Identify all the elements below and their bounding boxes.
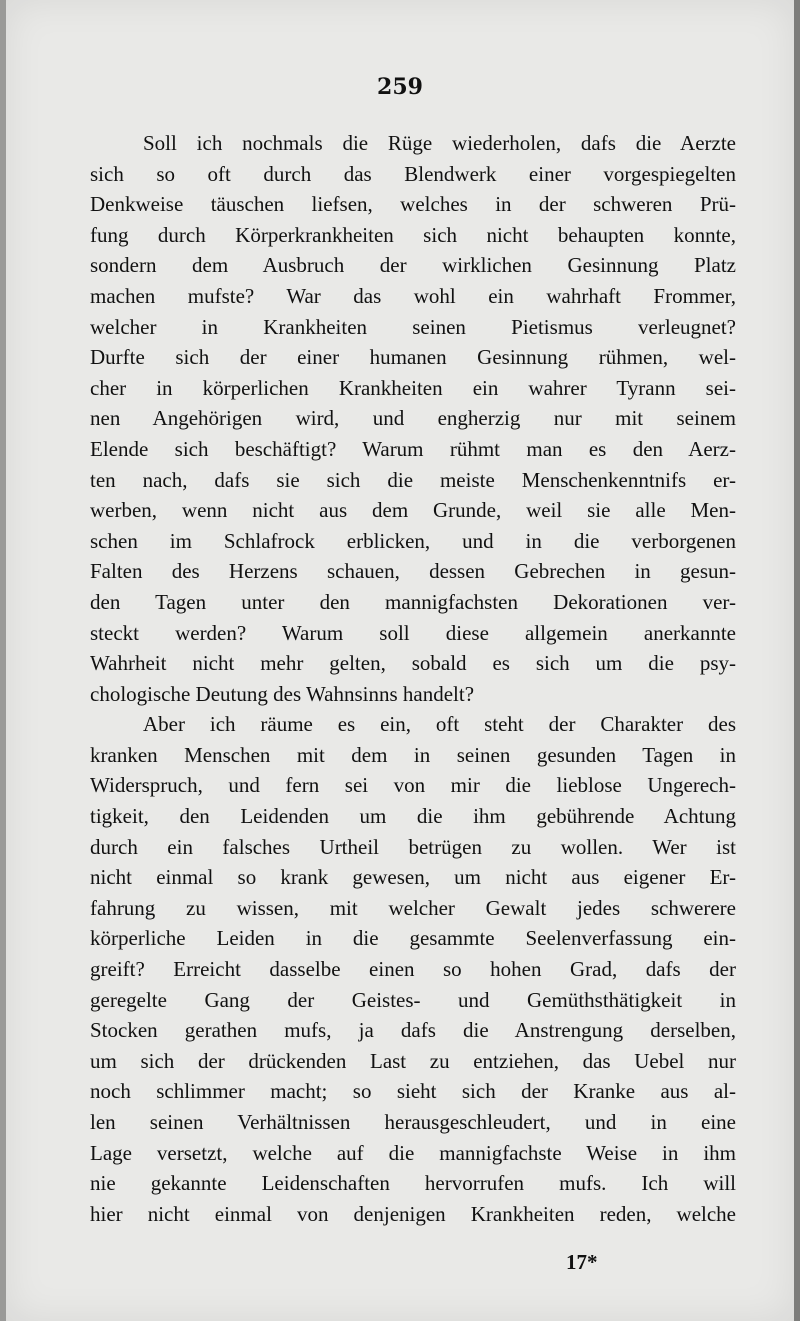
text-line: Elende sich beschäftigt? Warum rühmt man es den Aerz-	[90, 436, 736, 461]
text-line: fahrung zu wissen, mit welcher Gewalt jedes schwerere	[90, 895, 736, 920]
text-line: geregelte Gang der Geistes- und Gemüthsthätigkeit in	[90, 987, 736, 1012]
text-line: machen mufste? War das wohl ein wahrhaft Frommer,	[90, 283, 736, 308]
text-line: welcher in Krankheiten seinen Pietismus verleugnet?	[90, 314, 736, 339]
text-line: körperliche Leiden in die gesammte Seelenverfassung ein-	[90, 926, 736, 951]
text-line: fung durch Körperkrankheiten sich nicht behaupten konnte,	[90, 222, 736, 247]
text-line: Stocken gerathen mufs, ja dafs die Anstrengung derselben,	[90, 1018, 736, 1043]
paragraph-2	[90, 709, 736, 1229]
text-line: hier nicht einmal von denjenigen Krankheiten reden, welche	[90, 1201, 736, 1226]
text-line: len seinen Verhältnissen herausgeschleudert, und in eine	[90, 1110, 736, 1134]
text-line: Soll ich nochmals die Rüge wiederholen, dafs die Aerzte	[143, 131, 736, 155]
signature-mark: 17*	[566, 1250, 598, 1274]
text-line: um sich der drückenden Last zu entziehen, das Uebel nur	[90, 1048, 736, 1073]
text-line: schen im Schlafrock erblicken, und in die verborgenen	[90, 528, 736, 553]
text-line: cher in körperlichen Krankheiten ein wahrer Tyrann sei-	[90, 375, 736, 400]
text-line: nie gekannte Leidenschaften hervorrufen mufs. Ich will	[90, 1171, 736, 1196]
text-line: durch ein falsches Urtheil betrügen zu wollen. Wer ist	[90, 834, 736, 859]
text-line: nen Angehörigen wird, und engherzig nur mit seinem	[90, 406, 736, 431]
text-line: werben, wenn nicht aus dem Grunde, weil sie alle Men-	[90, 498, 736, 523]
text-line: Falten des Herzens schauen, dessen Gebrechen in gesun-	[90, 559, 736, 584]
text-line: tigkeit, den Leidenden um die ihm gebührende Achtung	[90, 804, 736, 829]
text-line: steckt werden? Warum soll diese allgemein anerkannte	[90, 620, 736, 645]
text-line: noch schlimmer macht; so sieht sich der Kranke aus al-	[90, 1079, 736, 1104]
text-line: ten nach, dafs sie sich die meiste Menschenkenntnifs er-	[90, 467, 736, 492]
text-line: Durfte sich der einer humanen Gesinnung rühmen, wel-	[90, 345, 736, 370]
text-line: sich so oft durch das Blendwerk einer vorgespiegelten	[90, 161, 736, 186]
text-line: greift? Erreicht dasselbe einen so hohen Grad, dafs der	[90, 957, 736, 982]
text-line: sondern dem Ausbruch der wirklichen Gesinnung Platz	[90, 253, 736, 278]
text-line: Widerspruch, und fern sei von mir die lieblose Ungerech-	[90, 773, 736, 798]
text-line: den Tagen unter den mannigfachsten Dekorationen ver-	[90, 589, 736, 614]
text-line: chologische Deutung des Wahnsinns handelt?	[90, 681, 475, 706]
text-line: Lage versetzt, welche auf die mannigfachste Weise in ihm	[90, 1140, 736, 1165]
page-number: 259	[377, 74, 423, 100]
body-text	[90, 128, 736, 1229]
text-line: Denkweise täuschen liefsen, welches in der schweren Prü-	[90, 192, 736, 217]
text-line: Wahrheit nicht mehr gelten, sobald es sich um die psy-	[90, 651, 736, 676]
page-gutter-right	[794, 0, 800, 1321]
text-line: Aber ich räume es ein, oft steht der Charakter des	[143, 712, 736, 737]
text-line: nicht einmal so krank gewesen, um nicht aus eigener Er-	[90, 865, 736, 890]
paragraph-1	[90, 128, 736, 709]
text-line: kranken Menschen mit dem in seinen gesunden Tagen in	[90, 742, 736, 767]
